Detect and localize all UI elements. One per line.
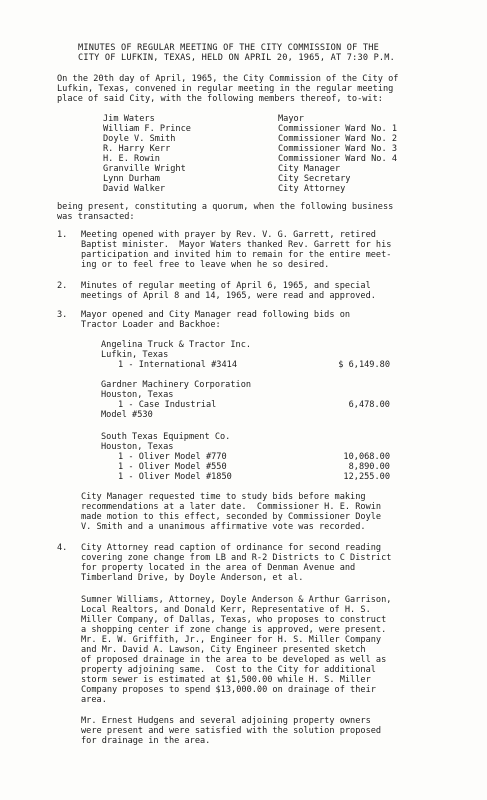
item-1-line: Baptist minister. Mayor Waters thanked Rev. Garrett for his — [81, 240, 392, 250]
member-role: Mayor — [278, 114, 304, 124]
bid-company-city: Houston, Texas — [101, 390, 174, 400]
member-name: Lynn Durham — [103, 174, 160, 184]
member-name: Doyle V. Smith — [103, 134, 176, 144]
bid-outcome-line: City Manager requested time to study bids before making — [81, 492, 366, 502]
bid-company: South Texas Equipment Co. — [101, 432, 231, 442]
present-line: Sumner Williams, Attorney, Doyle Anderson & Arthur Garrison, — [81, 595, 392, 605]
owners-line: for drainage in the area. — [81, 736, 211, 746]
present-line: of proposed drainage in the area to be developed as well as — [81, 655, 387, 665]
bid-company: Gardner Machinery Corporation — [101, 380, 252, 390]
bid-line: 1 - Oliver Model #770 — [118, 452, 227, 462]
bid-outcome-line: recommendations at a later date. Commissioner H. E. Rowin — [81, 502, 382, 512]
bid-amount: 12,255.00 — [343, 472, 390, 482]
member-name: H. E. Rowin — [103, 154, 160, 164]
bid-outcome-line: V. Smith and a unanimous affirmative vote was recorded. — [81, 522, 366, 532]
minutes-title-line1: MINUTES OF REGULAR MEETING OF THE CITY COMMISSION OF THE — [78, 43, 379, 53]
bid-amount: 6,478.00 — [348, 400, 390, 410]
owners-line: Mr. Ernest Hudgens and several adjoining property owners — [81, 716, 371, 726]
item-number: 2. — [57, 281, 68, 291]
present-line: Mr. E. W. Griffith, Jr., Engineer for H. S. Miller Company — [81, 635, 382, 645]
bid-amount: 10,068.00 — [343, 452, 390, 462]
bid-company: Angelina Truck & Tractor Inc. — [101, 340, 252, 350]
bid-line: 1 - Oliver Model #1850 — [118, 472, 232, 482]
present-line: a shopping center if zone change is approved, were present. — [81, 625, 387, 635]
member-name: David Walker — [103, 184, 166, 194]
intro-line: place of said City, with the following members thereof, to-wit: — [57, 94, 383, 104]
item-1-line: ing or to feel free to leave when he so desired. — [81, 260, 330, 270]
present-line: Miller Company, of Dallas, Texas, who proposes to construct — [81, 615, 387, 625]
member-role: Commissioner Ward No. 1 — [278, 124, 397, 134]
bid-line: 1 - Case Industrial — [118, 400, 217, 410]
bid-line: 1 - Oliver Model #550 — [118, 462, 227, 472]
present-line: Local Realtors, and Donald Kerr, Representative of H. S. — [81, 605, 371, 615]
item-3-line: Mayor opened and City Manager read following bids on — [81, 310, 351, 320]
quorum-line: being present, constituting a quorum, when the following business — [57, 202, 394, 212]
item-2-line: Minutes of regular meeting of April 6, 1965, and special — [81, 281, 371, 291]
intro-line: On the 20th day of April, 1965, the City Commission of the City of — [57, 74, 399, 84]
item-number: 3. — [57, 310, 68, 320]
owners-line: were present and were satisfied with the solution proposed — [81, 726, 382, 736]
item-1-line: participation and invited him to remain for the entire meet- — [81, 250, 392, 260]
member-name: Granville Wright — [103, 164, 186, 174]
bid-model: Model #530 — [101, 410, 153, 420]
item-number: 1. — [57, 230, 68, 240]
bid-amount: 8,890.00 — [348, 462, 390, 472]
item-4-line: for property located in the area of Denman Avenue and — [81, 563, 356, 573]
member-name: R. Harry Kerr — [103, 144, 171, 154]
item-4-line: Timberland Drive, by Doyle Anderson, et al. — [81, 573, 304, 583]
member-name: William F. Prince — [103, 124, 191, 134]
bid-line: 1 - International #3414 — [118, 360, 237, 370]
bid-company-city: Lufkin, Texas — [101, 350, 169, 360]
member-role: Commissioner Ward No. 4 — [278, 154, 397, 164]
bid-company-city: Houston, Texas — [101, 442, 174, 452]
minutes-title-line2: CITY OF LUFKIN, TEXAS, HELD ON APRIL 20, 1965, AT 7:30 P.M. — [78, 53, 396, 63]
bid-outcome-line: made motion to this effect, seconded by Commissioner Doyle — [81, 512, 382, 522]
member-role: City Manager — [278, 164, 341, 174]
quorum-line: was transacted: — [57, 212, 135, 222]
present-line: and Mr. David A. Lawson, City Engineer presented sketch — [81, 645, 366, 655]
item-1-line: Meeting opened with prayer by Rev. V. G. Garrett, retired — [81, 230, 376, 240]
item-4-line: covering zone change from LB and R-2 Districts to C District — [81, 553, 392, 563]
item-3-line: Tractor Loader and Backhoe: — [81, 320, 221, 330]
member-name: Jim Waters — [103, 114, 155, 124]
member-role: Commissioner Ward No. 3 — [278, 144, 397, 154]
present-line: property adjoining same. Cost to the City for additional — [81, 665, 376, 675]
present-line: area. — [81, 695, 107, 705]
member-role: City Attorney — [278, 184, 346, 194]
present-line: Company proposes to spend $13,000.00 on drainage of their — [81, 685, 376, 695]
item-2-line: meetings of April 8 and 14, 1965, were read and approved. — [81, 291, 376, 301]
member-role: City Secretary — [278, 174, 351, 184]
item-number: 4. — [57, 543, 68, 553]
bid-amount: $ 6,149.80 — [338, 360, 390, 370]
member-role: Commissioner Ward No. 2 — [278, 134, 397, 144]
item-4-line: City Attorney read caption of ordinance for second reading — [81, 543, 382, 553]
intro-line: Lufkin, Texas, convened in regular meeting in the regular meeting — [57, 84, 394, 94]
present-line: storm sewer is estimated at $1,500.00 while H. S. Miller — [81, 675, 371, 685]
